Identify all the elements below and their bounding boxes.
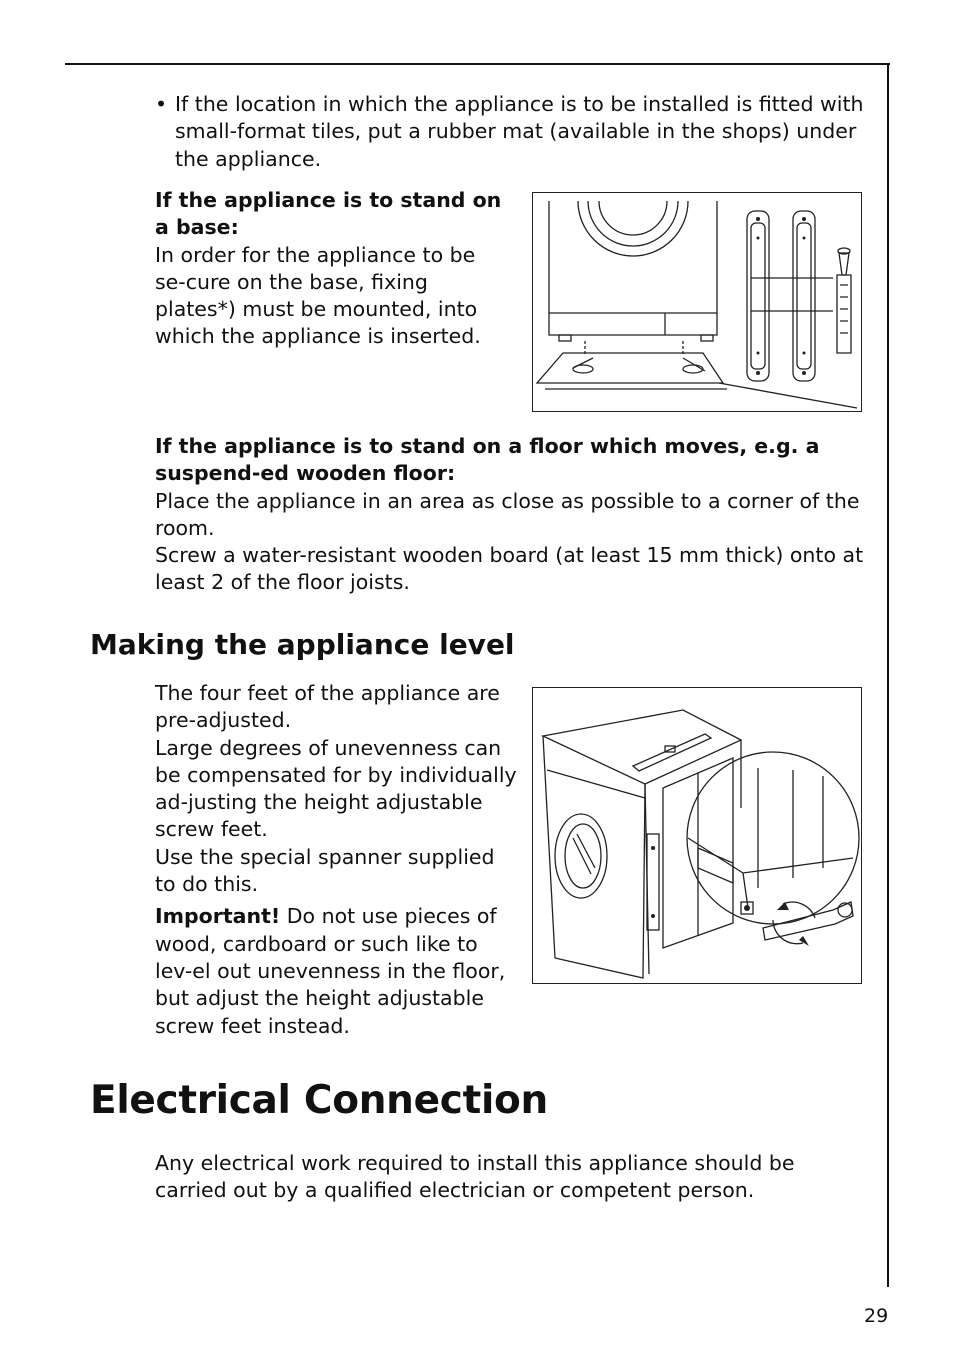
level-section-title: Making the appliance level: [90, 628, 515, 661]
floor-body-2: Screw a water-resistant wooden board (at least 15 mm thick) onto at least 2 of the floor joists.: [155, 543, 864, 595]
right-rule: [887, 63, 889, 1287]
level-para-2: Large degrees of unevenness can be compensated for by individually ad-justing the height adjustable screw feet.: [155, 735, 517, 842]
page-number: 29: [864, 1305, 889, 1327]
level-para-3: Use the special spanner supplied to do this.: [155, 844, 495, 897]
floor-body-1: Place the appliance in an area as close as possible to a corner of the room.: [155, 488, 860, 540]
electrical-title: Electrical Connection: [90, 1078, 548, 1123]
important-text: Do not use pieces of wood, cardboard or such like to lev-el out unevenness in the floor, but adjust the height adjustable screw feet instead.: [155, 904, 506, 1038]
base-heading: If the appliance is to stand on a base:: [155, 188, 502, 240]
base-section: [155, 187, 507, 351]
base-body: In order for the appliance to be se-cure on the base, fixing plates*) must be mounted, into which the appliance is inserted.: [155, 242, 481, 349]
tiles-bullet: [155, 91, 865, 173]
levelling-illustration: [533, 688, 861, 983]
bullet-text: If the location in which the appliance is to be installed is fitted with small-format tiles, put a rubber mat (available in the shops) under the appliance.: [175, 92, 864, 171]
base-illustration: [533, 193, 861, 411]
bullet-symbol: •: [155, 92, 168, 116]
top-rule: [65, 63, 890, 65]
level-section: [155, 680, 517, 1040]
level-para-1: The four feet of the appliance are pre-adjusted.: [155, 681, 500, 733]
important-label: Important!: [155, 904, 281, 929]
levelling-figure: [532, 687, 862, 984]
floor-heading: If the appliance is to stand on a floor which moves, e.g. a suspend-ed wooden floor:: [155, 434, 820, 486]
electrical-body: Any electrical work required to install this appliance should be carried out by a qualified electrician or competent person.: [155, 1151, 795, 1203]
floor-section: [155, 433, 865, 597]
base-fixing-plates-figure: [532, 192, 862, 412]
